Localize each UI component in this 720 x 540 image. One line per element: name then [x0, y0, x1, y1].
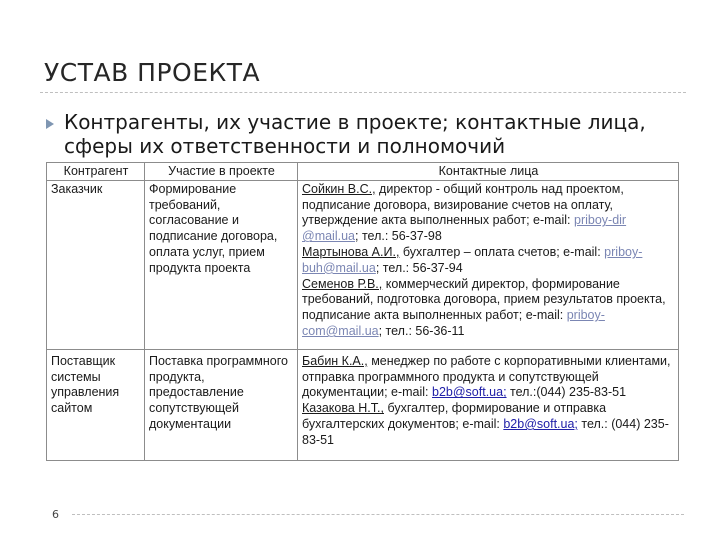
contact-details: коммерческий директор, формирование требований, подготовка договора, прием результатов проекта, подписание акта выполненных работ; e-mail: — [302, 276, 666, 323]
contacts-cell — [298, 349, 679, 460]
contact-email-link[interactable]: b2b@soft.ua; — [503, 416, 578, 431]
contact-name: Мартынова А.И., — [302, 244, 400, 259]
page-number: 6 — [52, 508, 59, 521]
table-header-row — [47, 163, 679, 181]
contact-details: директор - общий контроль над проектом, подписание договора, визирование счетов на оплату, утверждение акта выполненных работ; e-mail: — [302, 181, 624, 228]
footer-divider — [72, 514, 684, 515]
contact-phone: ; тел.: 56-37-94 — [375, 260, 463, 275]
header-contacts: Контактные лица — [298, 163, 679, 181]
contact-email-link[interactable]: b2b@soft.ua; — [432, 385, 507, 400]
contact-email-link[interactable]: priboy-dir @mail.ua — [302, 213, 627, 244]
contact-name: Семенов Р.В., — [302, 276, 383, 291]
slide-title: УСТАВ ПРОЕКТА — [44, 58, 261, 87]
contact-email-link[interactable]: priboy-com@mail.ua — [302, 308, 605, 338]
bullet-arrow-icon — [46, 119, 54, 129]
contact-phone: ; тел.: 56-37-98 — [355, 229, 442, 244]
contacts-table — [46, 162, 679, 461]
contact-details: бухгалтер – оплата счетов; e-mail: — [399, 244, 605, 259]
contacts-cell — [298, 180, 679, 349]
contact-name: Казакова Н.Т., — [302, 401, 384, 416]
contact-name: Бабин К.А., — [302, 353, 368, 368]
role-cell: Поставка программного продукта, предоставление сопутствующей документации — [145, 349, 298, 460]
contact-details: менеджер по работе с корпоративными клиентами, отправка программного продукта и сопутствующей документации; e-mail: — [302, 353, 671, 400]
contact-email-link[interactable]: priboy-buh@mail.ua — [302, 244, 643, 275]
party-cell: Поставщик системы управления сайтом — [47, 349, 145, 460]
contact-phone: тел.:(044) 235-83-51 — [506, 385, 627, 400]
contact-name: Сойкин В.С., — [302, 181, 376, 196]
contact-phone: тел.: (044) 235-83-51 — [302, 416, 669, 447]
header-participation: Участие в проекте — [145, 163, 298, 181]
header-counterparty: Контрагент — [47, 163, 145, 181]
title-divider — [40, 92, 686, 93]
table-row — [47, 180, 679, 349]
contact-phone: ; тел.: 56-36-11 — [378, 323, 465, 338]
contact-details: бухгалтер, формирование и отправка бухгалтерских документов; e-mail: — [302, 401, 607, 431]
table-row — [47, 349, 679, 460]
role-cell: Формирование требований, согласование и подписание договора, оплата услуг, прием продукта проекта — [145, 180, 298, 349]
bullet-text: Контрагенты, их участие в проекте; контактные лица, сферы их ответственности и полномочий — [64, 110, 646, 158]
party-cell: Заказчик — [47, 180, 145, 349]
